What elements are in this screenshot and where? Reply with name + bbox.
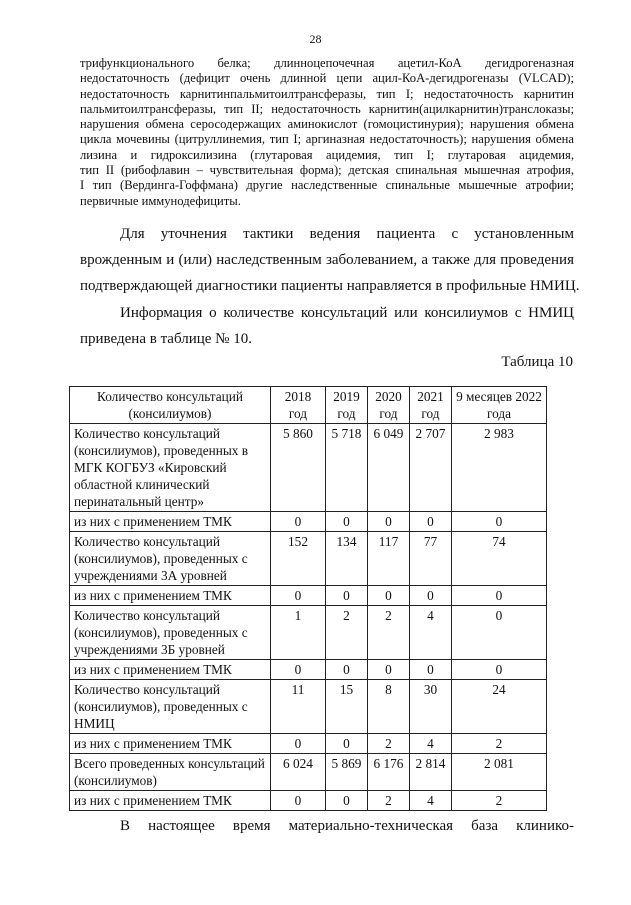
cell-value: 0 <box>368 512 410 532</box>
cell-value: 15 <box>326 680 368 734</box>
list-line: пальмитоилтрансферазы, тип II; недостаточность карнитин(ацилкарнитин)транслоказы; <box>80 101 574 116</box>
list-line: трифункционального белка; длинноцепочечная ацетил-КоА дегидрогеназная <box>80 56 574 70</box>
row-label: из них с применением ТМК <box>70 660 271 680</box>
cell-value: 4 <box>410 606 452 660</box>
cell-value: 0 <box>410 586 452 606</box>
row-label: из них с применением ТМК <box>70 586 271 606</box>
cell-value: 2 814 <box>410 754 452 791</box>
row-label: Количество консультаций (консилиумов), проведенных с учреждениями 3А уровней <box>70 532 271 586</box>
cell-value: 5 860 <box>271 424 326 512</box>
cell-value: 0 <box>326 660 368 680</box>
table-row <box>70 512 547 532</box>
cell-value: 1 <box>271 606 326 660</box>
table-row <box>70 424 547 512</box>
cell-value: 2 <box>368 734 410 754</box>
row-label: из них с применением ТМК <box>70 512 271 532</box>
table-row <box>70 660 547 680</box>
list-line: недостаточность (дефицит очень длинной цепи ацил-КоА-дегидрогеназы (VLCAD); <box>80 71 574 86</box>
cell-value: 0 <box>452 586 547 606</box>
paragraph-line: врожденным и (или) наследственным заболеванием, а также для проведения <box>80 252 574 268</box>
row-label: Количество консультаций (консилиумов), проведенных в МГК КОГБУЗ «Кировский областной клинический перинатальный центр» <box>70 424 271 512</box>
cell-value: 5 718 <box>326 424 368 512</box>
list-line: цикла мочевины (цитруллинемия, тип I; аргиназная недостаточность); нарушения обмена <box>80 132 574 147</box>
header-cell: 2021 год <box>410 387 452 424</box>
table-row <box>70 680 547 734</box>
cell-value: 0 <box>271 586 326 606</box>
cell-value: 117 <box>368 532 410 586</box>
table-row <box>70 532 547 586</box>
cell-value: 0 <box>410 512 452 532</box>
referral-paragraph <box>80 221 580 299</box>
row-label: Количество консультаций (консилиумов), проведенных с учреждениями 3Б уровней <box>70 606 271 660</box>
cell-value: 0 <box>326 791 368 811</box>
cell-value: 2 983 <box>452 424 547 512</box>
cell-value: 0 <box>326 512 368 532</box>
table-row <box>70 754 547 791</box>
cell-value: 2 <box>368 791 410 811</box>
table-row <box>70 734 547 754</box>
cell-value: 2 <box>368 606 410 660</box>
table-row <box>70 791 547 811</box>
paragraph-line: приведена в таблице № 10. <box>80 331 252 347</box>
cell-value: 0 <box>271 512 326 532</box>
cell-value: 4 <box>410 791 452 811</box>
cell-value: 8 <box>368 680 410 734</box>
header-cell: 2018 год <box>271 387 326 424</box>
cell-value: 24 <box>452 680 547 734</box>
cell-value: 2 707 <box>410 424 452 512</box>
cell-value: 2 <box>452 791 547 811</box>
cell-value: 0 <box>368 660 410 680</box>
paragraph-line: Информация о количестве консультаций или консилиумов с НМИЦ <box>120 305 574 321</box>
row-label: из них с применением ТМК <box>70 734 271 754</box>
cell-value: 0 <box>326 734 368 754</box>
cell-value: 0 <box>452 512 547 532</box>
cell-value: 6 049 <box>368 424 410 512</box>
list-line: первичные иммунодефициты. <box>80 193 241 208</box>
cell-value: 2 081 <box>452 754 547 791</box>
cell-value: 0 <box>452 606 547 660</box>
cell-value: 0 <box>410 660 452 680</box>
cell-value: 4 <box>410 734 452 754</box>
page-number: 28 <box>309 32 322 46</box>
cell-value: 30 <box>410 680 452 734</box>
cell-value: 0 <box>368 586 410 606</box>
list-line: недостаточность карнитинпальмитоилтрансферазы, тип I; недостаточность карнитин <box>80 86 574 101</box>
consultations-table <box>69 386 547 811</box>
table-caption: Таблица 10 <box>501 354 573 370</box>
list-line: тип II (рибофлавин – чувствительная форма); детская спинальная мышечная атрофия, <box>80 163 574 178</box>
header-cell: 2019 год <box>326 387 368 424</box>
cell-value: 0 <box>326 586 368 606</box>
list-line: лизина и гидроксилизина (глутаровая ацидемия, тип I; глутаровая ацидемия, <box>80 147 574 162</box>
table-header-row <box>70 387 547 424</box>
header-cell: 2020 год <box>368 387 410 424</box>
cell-value: 152 <box>271 532 326 586</box>
disease-list-paragraph <box>80 56 574 209</box>
paragraph-line: подтверждающей диагностики пациенты направляется в профильные НМИЦ. <box>80 278 580 294</box>
cell-value: 11 <box>271 680 326 734</box>
header-cell: Количество консультаций (консилиумов) <box>70 387 271 424</box>
paragraph-line: В настоящее время материально-техническая база клинико- <box>120 818 574 834</box>
cell-value: 6 176 <box>368 754 410 791</box>
cell-value: 74 <box>452 532 547 586</box>
table-row <box>70 606 547 660</box>
table-row <box>70 586 547 606</box>
list-line: нарушения обмена серосодержащих аминокислот (гомоцистинурия); нарушения обмена <box>80 117 574 132</box>
cell-value: 0 <box>452 660 547 680</box>
header-cell: 9 месяцев 2022 года <box>452 387 547 424</box>
closing-paragraph <box>80 813 574 839</box>
cell-value: 2 <box>326 606 368 660</box>
row-label: Количество консультаций (консилиумов), проведенных с НМИЦ <box>70 680 271 734</box>
cell-value: 0 <box>271 791 326 811</box>
cell-value: 2 <box>452 734 547 754</box>
paragraph-line: Для уточнения тактики ведения пациента с установленным <box>120 226 574 242</box>
row-label: Всего проведенных консультаций (консилиумов) <box>70 754 271 791</box>
cell-value: 0 <box>271 734 326 754</box>
cell-value: 0 <box>271 660 326 680</box>
list-line: I тип (Вердинга-Гоффмана) другие наследственные спинальные мышечные атрофии; <box>80 178 574 193</box>
cell-value: 77 <box>410 532 452 586</box>
table-intro-paragraph <box>80 300 574 352</box>
cell-value: 134 <box>326 532 368 586</box>
row-label: из них с применением ТМК <box>70 791 271 811</box>
cell-value: 5 869 <box>326 754 368 791</box>
cell-value: 6 024 <box>271 754 326 791</box>
